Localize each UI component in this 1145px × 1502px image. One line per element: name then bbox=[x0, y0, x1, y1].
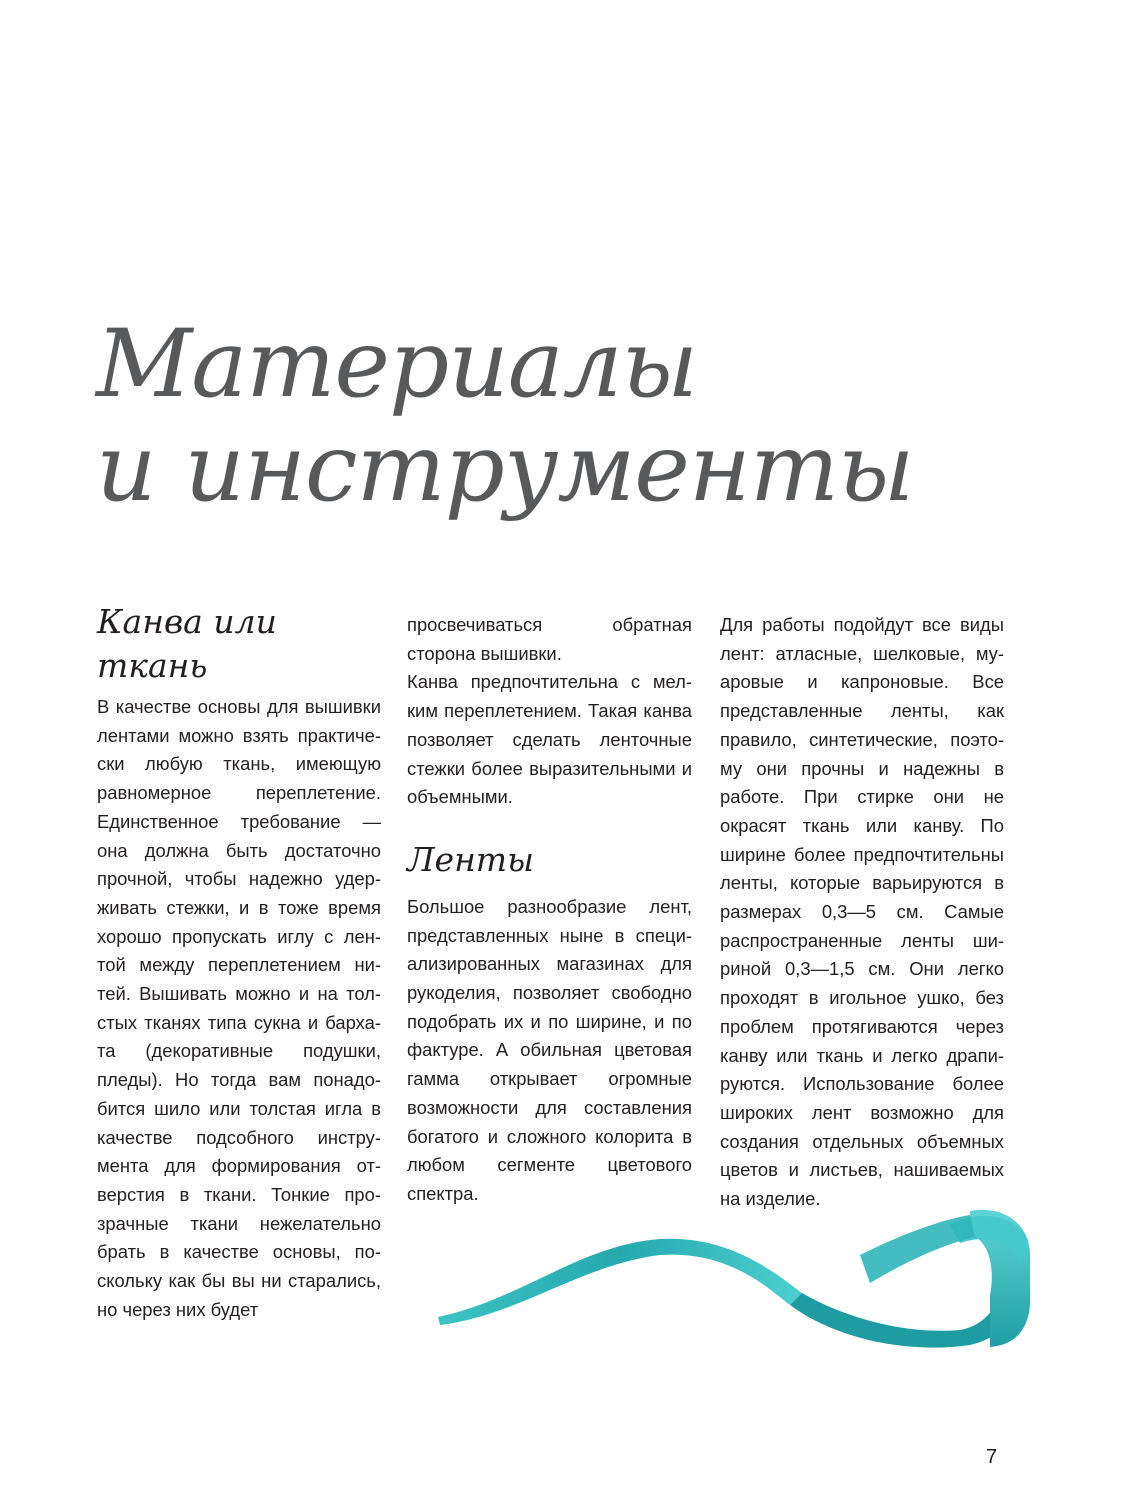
page-title-line1: Материалы bbox=[96, 309, 698, 419]
page-title bbox=[96, 309, 996, 523]
canvas-paragraph-1-continued: просвечиваться обратная сторона вышивки. bbox=[407, 614, 692, 664]
page-title-line2: и инструменты bbox=[96, 413, 914, 523]
canvas-heading-line1: Канва или bbox=[97, 602, 277, 641]
column-left bbox=[97, 600, 381, 1324]
column-middle bbox=[407, 611, 692, 1209]
column-right bbox=[720, 611, 1004, 1214]
canvas-heading-line2: ткань bbox=[97, 646, 208, 685]
page-number: 7 bbox=[986, 1446, 998, 1468]
ribbons-paragraph-1: Большое разнообразие лент, представленных ныне в специализированных магазинах для рукоделия, позволяет свободно подобрать их и по ширине, и по фактуре. А обильная цветовая гамма открывает огромные возможности для составления богатого и сложного колорита в любом сегменте цветового спектра. bbox=[407, 895, 692, 1204]
canvas-heading bbox=[97, 600, 381, 688]
teal-ribbon-image bbox=[430, 1195, 1035, 1360]
canvas-paragraph-2: Канва предпочтительна с мелким переплетением. Такая канва позволяет сделать ленточные стежки более выразительными и объемными. bbox=[407, 671, 692, 808]
ribbons-heading: Ленты bbox=[407, 839, 534, 879]
canvas-paragraph-1: В качестве основы для вышивки лентами можно взять практически любую ткань, имеющую равномерное переплетение. Единственное требование — она должна быть достаточно прочной, чтобы надежно удерживать стежки, и в тоже время хорошо пропускать иглу с лентой между переплетением нитей. Вышивать можно и на толстых тканях типа сукна и бархата (декоративные подушки, пледы). Но тогда вам понадобится шило или толстая игла в качестве подсобного инструмента для формирования отверстия в ткани. Тонкие прозрачные ткани нежелательно брать в качестве основы, поскольку как бы вы ни старались, но через них будет bbox=[97, 696, 381, 1320]
ribbons-paragraph-2: Для работы подойдут все виды лент: атласные, шелковые, муаровые и капроновые. Все представленные ленты, как правило, синтетические, поэтому они прочны и надежны в работе. При стирке они не окрасят ткань или канву. По ширине более предпочтительны ленты, которые варьируются в размерах 0,3—5 см. Самые распространенные ленты шириной 0,3—1,5 см. Они легко проходят в игольное ушко, без проблем протягиваются через канву или ткань и легко драпируются. Использование более широких лент возможно для создания отдельных объемных цветов и листьев, нашиваемых на изделие. bbox=[720, 614, 1004, 1210]
